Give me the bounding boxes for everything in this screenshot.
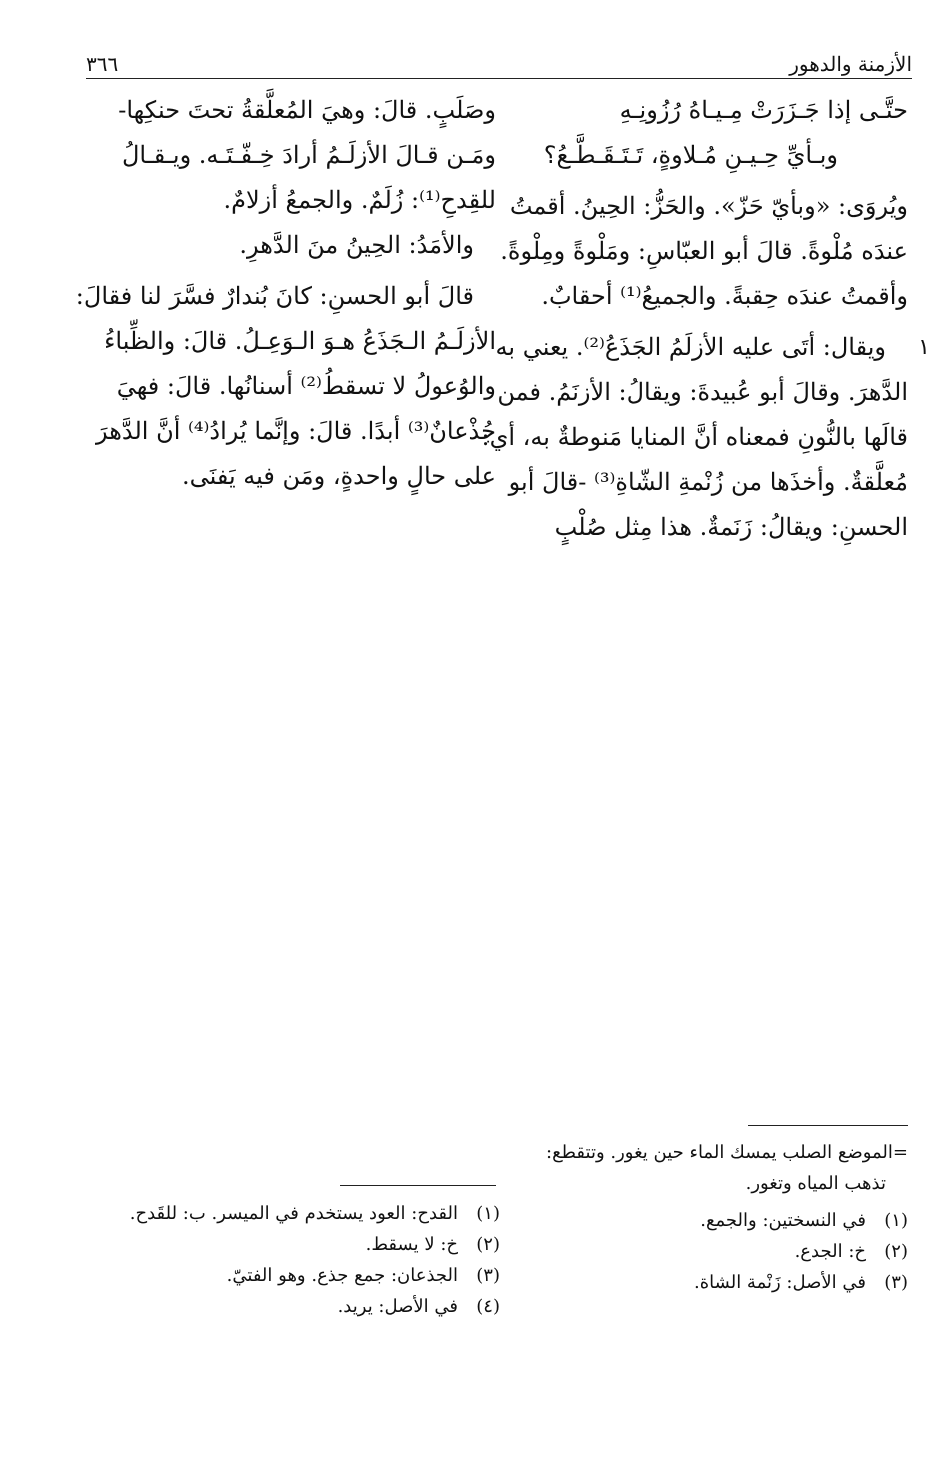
text-line: جُذْعانٌ⁽³⁾ أبدًا. قالَ: وإنَّما يُرادُ⁽⁴⁾ أنَّ الدَّهرَ <box>95 417 496 445</box>
footnote <box>100 1229 500 1260</box>
text-line: الدَّهرَ. وقالَ أبو عُبيدةَ: ويقالُ: الأزنَمُ. فمن <box>497 378 908 406</box>
text-line: على حالٍ واحدةٍ، ومَن فيه يَفنَى. <box>181 462 496 490</box>
page-header <box>86 42 912 79</box>
text-line: مُعلَّقةٌ. وأخذَها من زُنْمةِ الشّاةِ⁽³⁾ -قالَ أبو <box>508 468 908 496</box>
footnote-text: في الأصل: زَنْمة الشاة. <box>694 1272 866 1293</box>
footnote-text: القدح: العود يستخدم في الميسر. ب: للقَدح. <box>129 1203 458 1224</box>
text-line: ويقال: أتَى عليه الأزلَمُ الجَذَعُ⁽²⁾. يعني به <box>495 333 886 361</box>
text-line: والأمَدُ: الحِينُ منَ الدَّهرِ. <box>239 231 474 259</box>
footnote <box>100 1260 500 1291</box>
text-line: قالَ أبو الحسنِ: كانَ بُندارٌ فسَّرَ لنا فقالَ: <box>75 282 474 310</box>
footnote-number: (٤) <box>476 1296 500 1317</box>
footnote-text: الجذعان: جمع جذع. وهو الفتيّ. <box>226 1265 458 1286</box>
right-column <box>481 88 930 550</box>
footnote-number: (٣) <box>476 1265 500 1286</box>
verse-line: وبـأيِّ حِـيـنِ مُـلاوةٍ، تَـتَـقَـطَّـعُ؟ <box>543 141 838 169</box>
text-line: للقِدحِ⁽¹⁾: زُلَمٌ. والجمعُ أزلامٌ. <box>223 186 496 214</box>
footnote-text: في النسختين: والجمع. <box>700 1210 866 1231</box>
paragraph <box>481 325 930 550</box>
text-line: ومَـن قـالَ الأزلَـمُ أرادَ خِـفّـتَـه. ويـقـالُ <box>121 141 496 169</box>
footnotes-right <box>508 1137 908 1298</box>
text-line: قالَها بالنُّونِ فمعناه أنَّ المنايا مَنوطةٌ به، أي: <box>481 423 908 451</box>
paragraph <box>75 274 496 499</box>
page-number: ٣٦٦ <box>86 52 119 76</box>
text-line: ويُروَى: «وبأيّ حَزّ». والحَزُّ: الحِينُ. أقمتُ <box>509 192 908 220</box>
paragraph <box>104 88 496 223</box>
paragraph <box>104 223 496 268</box>
left-column <box>75 88 496 499</box>
paragraph-number: ١ <box>918 335 930 360</box>
footnote <box>100 1198 500 1229</box>
text-line: الحسنِ: ويقالُ: زَنَمةٌ. هذا مِثل صُلْبٍ <box>554 513 908 541</box>
footnote-divider <box>748 1125 908 1126</box>
footnote-number: (٣) <box>884 1272 908 1293</box>
footnote <box>508 1236 908 1267</box>
text-line: وصَلَبٍ. قالَ: وهيَ المُعلَّقةُ تحتَ حنكِها- <box>118 96 496 124</box>
footnote <box>508 1267 908 1298</box>
verse-line: حتَّـى إذا جَـزَرَتْ مِـيـاهُ رُزُونِـهِ <box>619 96 908 124</box>
footnote-number: (٢) <box>884 1241 908 1262</box>
footnote-text: في الأصل: يريد. <box>337 1296 458 1317</box>
footnote-text: خ: لا يسقط. <box>365 1234 458 1255</box>
text-line: وأقمتُ عندَه حِقبةً. والجميعُ⁽¹⁾ أحقابٌ. <box>541 282 908 310</box>
footnote <box>508 1205 908 1236</box>
footnote-number: (٢) <box>476 1234 500 1255</box>
footnote-divider <box>340 1185 496 1186</box>
footnote-number: (١) <box>884 1210 908 1231</box>
footnote-continuation: =الموضع الصلب يمسك الماء حين يغور. وتتقطع: <box>546 1142 908 1163</box>
footnote-continuation: تذهب المياه وتغور. <box>745 1173 886 1194</box>
footnote-text: خ: الجدع. <box>794 1241 866 1262</box>
footnote <box>100 1291 500 1322</box>
footnotes-left <box>100 1198 500 1322</box>
running-title: الأزمنة والدهور <box>789 52 912 76</box>
footnote-number: (١) <box>476 1203 500 1224</box>
text-line: عندَه مُلْوةً. قالَ أبو العبّاسِ: ومَلْوةً ومِلْوةً. <box>500 237 908 265</box>
text-line: والوُعولُ لا تسقطُ⁽²⁾ أسنانُها. قالَ: فهيَ <box>116 372 496 400</box>
paragraph <box>500 184 908 319</box>
text-line: الأزلَـمُ الـجَذَعُ هـوَ الـوَعِـلُ. قالَ: والظِّباءُ <box>104 327 496 355</box>
